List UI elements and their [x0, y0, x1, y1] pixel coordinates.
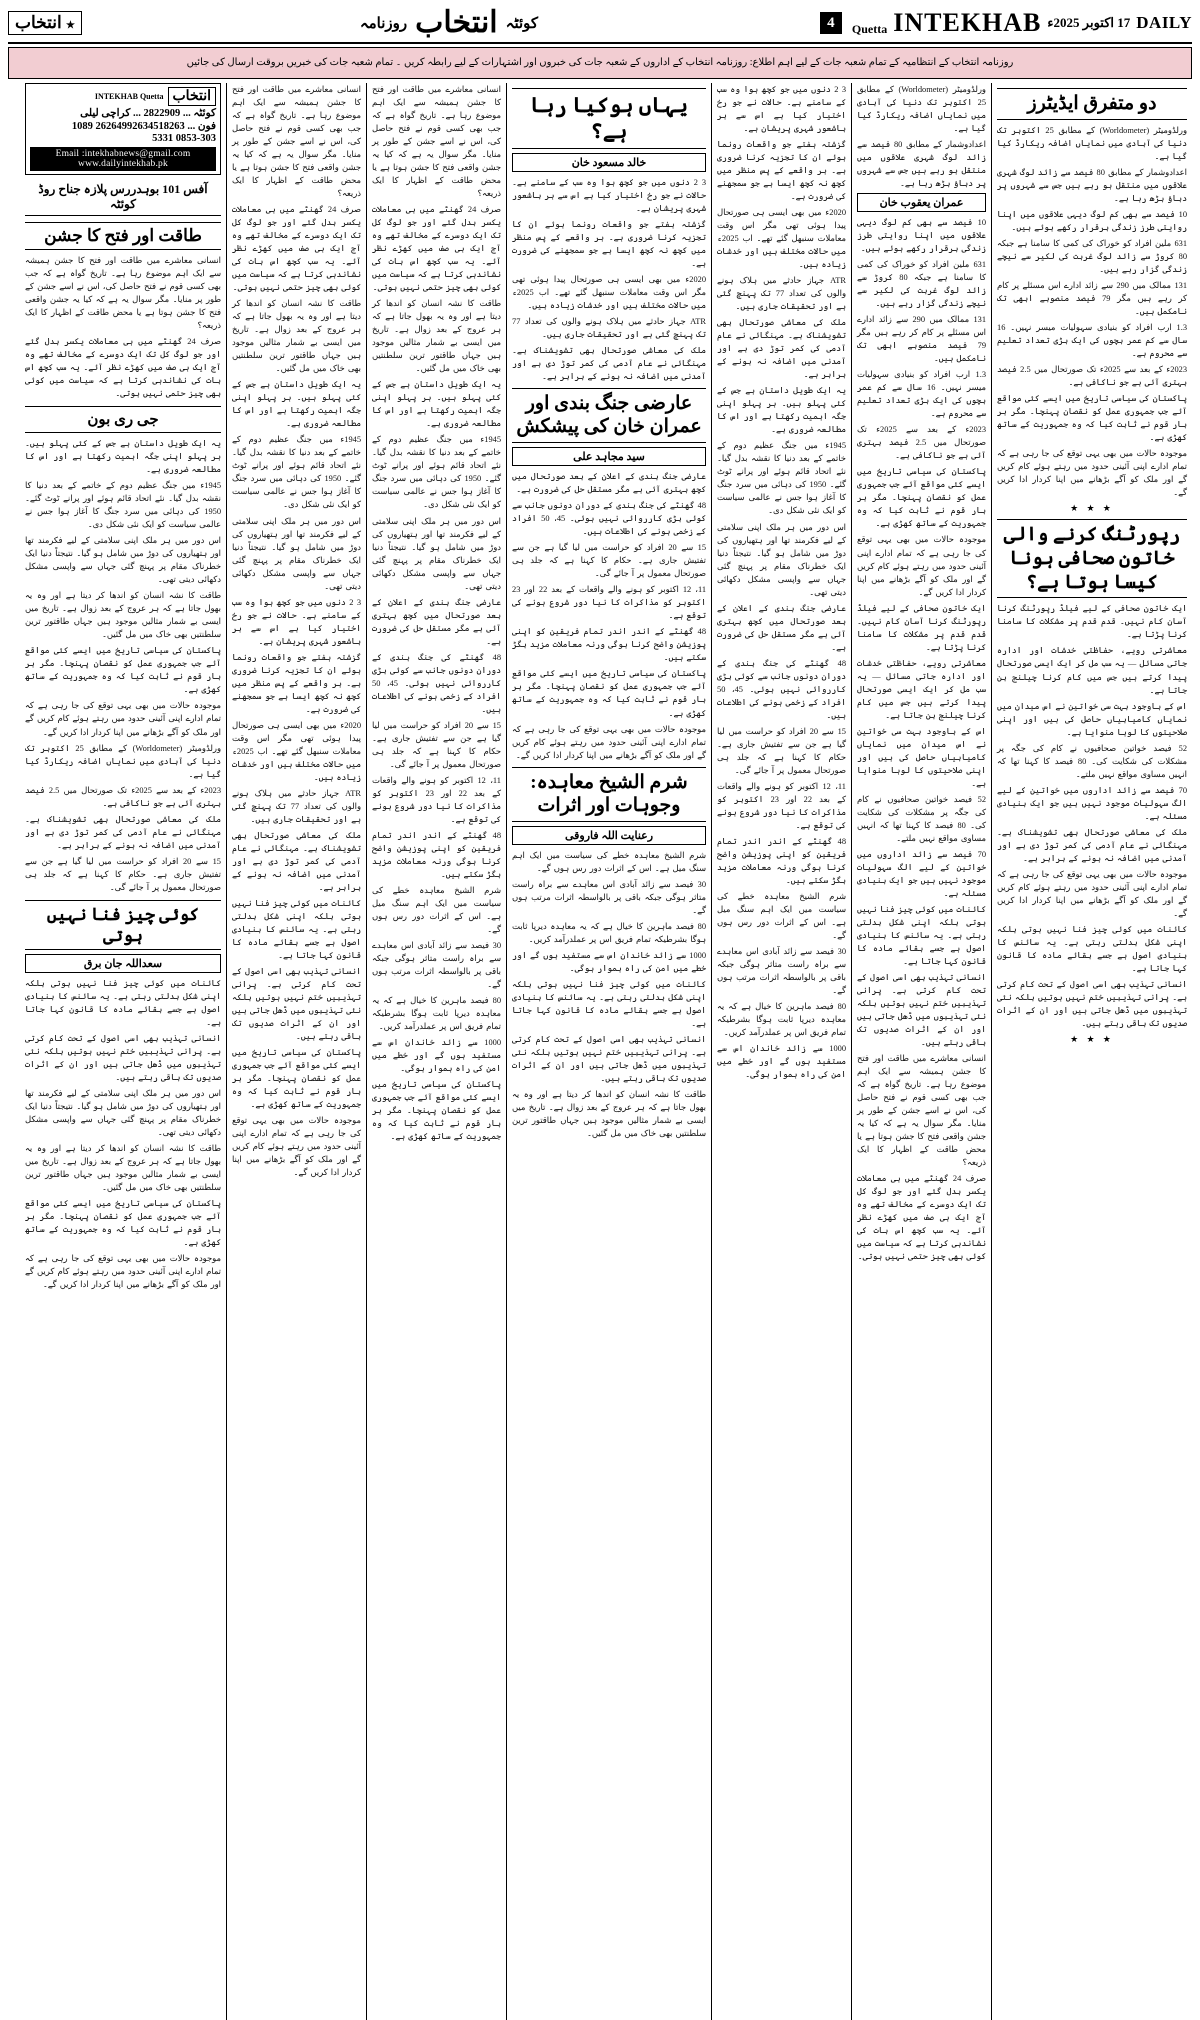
paragraph: 80 فیصد ماہرین کا خیال ہے کہ یہ معاہدہ دیرپا ثابت ہوگا بشرطیکہ تمام فریق اس پر عملدرآمد کریں۔ [372, 996, 501, 1032]
paragraph: 11، 12 اکتوبر کو ہونے والے واقعات کے بعد 22 اور 23 اکتوبر کو مذاکرات کا نیا دور شروع ہونے کی توقع ہے۔ [512, 585, 707, 621]
paragraph: ملک کی معاشی صورتحال بھی تشویشناک ہے۔ مہنگائی نے عام آدمی کی کمر توڑ دی ہے اور آمدنی میں اضافہ نہ ہونے کے برابر ہے۔ [25, 814, 221, 850]
headline-jee-ri-bon: جی ری بون [25, 406, 221, 433]
article-body-reporting-khatoon [997, 602, 1187, 1029]
paragraph: 3 2 دنوں میں جو کچھ ہوا وہ سب کے سامنے ہے۔ حالات نے جو رخ اختیار کیا ہے اس سے ہر باشعور شہری پریشان ہے۔ [717, 85, 846, 134]
column-1 [20, 83, 227, 2020]
paragraph: 2023ء کے بعد سے 2025ء تک صورتحال میں 2.5 فیصد بہتری آئی ہے جو ناکافی ہے۔ [857, 425, 987, 461]
column-2-text [232, 83, 361, 1179]
paragraph: ملک کی معاشی صورتحال بھی تشویشناک ہے۔ مہنگائی نے عام آدمی کی کمر توڑ دی ہے اور آمدنی میں اضافہ نہ ہونے کے برابر ہے۔ [512, 345, 706, 381]
english-title: INTEKHAB [893, 8, 1042, 37]
byline-rehmatullah-farooqi: رعنایت اللہ فاروقی [512, 826, 706, 845]
paragraph: انسانی معاشرے میں طاقت اور فتح کا جشن ہمیشہ سے ایک اہم موضوع رہا ہے۔ تاریخ گواہ ہے کہ جب بھی کسی قوم نے فتح حاصل کی، اس نے اسے جشن کے طور پر منایا۔ مگر سوال یہ ہے کہ کیا یہ جشن واقعی فتح کا جشن ہوتا ہے یا محض طاقت کے اظہار کا ایک ذریعہ؟ [25, 256, 221, 331]
paragraph: اعدادوشمار کے مطابق 80 فیصد سے زائد لوگ شہری علاقوں میں منتقل ہو رہے ہیں جس سے شہروں پر دباؤ بڑھ رہا ہے۔ [997, 167, 1187, 203]
paragraph: موجودہ حالات میں بھی یہی توقع کی جا رہی ہے کہ تمام ادارے اپنی آئینی حدود میں رہتے ہوئے کام کریں گے اور ملک کو آگے بڑھانے میں اپنا کردار ادا کریں گے۔ [232, 1116, 361, 1178]
paragraph: موجودہ حالات میں بھی یہی توقع کی جا رہی ہے کہ تمام ادارے اپنی آئینی حدود میں رہتے ہوئے کام کریں گے اور ملک کو آگے بڑھانے میں اپنا کردار ادا کریں گے۔ [997, 869, 1187, 918]
paragraph: اعدادوشمار کے مطابق 80 فیصد سے زائد لوگ شہری علاقوں میں منتقل ہو رہے ہیں جس سے شہروں پر دباؤ بڑھ رہا ہے۔ [857, 140, 986, 189]
paragraph: 2023ء کے بعد سے 2025ء تک صورتحال میں 2.5 فیصد بہتری آئی ہے جو ناکافی ہے۔ [997, 365, 1187, 388]
headline-arzi-jang-bandi: عارضی جنگ بندی اور عمران خان کی پیشکش [512, 388, 706, 444]
paragraph: ورلڈومیٹر (Worldometer) کے مطابق 25 اکتوبر تک دنیا کی آبادی میں نمایاں اضافہ ریکارڈ کیا گیا ہے۔ [997, 125, 1187, 161]
masthead-center [82, 6, 816, 40]
paragraph: ملک کی معاشی صورتحال بھی تشویشناک ہے۔ مہنگائی نے عام آدمی کی کمر توڑ دی ہے اور آمدنی میں اضافہ نہ ہونے کے برابر ہے۔ [997, 827, 1187, 863]
paragraph: اس دور میں ہر ملک اپنی سلامتی کے لیے فکرمند تھا اور ہتھیاروں کی دوڑ میں شامل ہو گیا۔ نتیجتاً دنیا ایک خطرناک مقام پر پہنچ گئی جہاں سے واپسی مشکل دکھائی دیتی تھی۔ [372, 516, 501, 591]
paragraph: صرف 24 گھنٹے میں ہی معاملات یکسر بدل گئے اور جو لوگ کل تک ایک دوسرے کے مخالف تھے وہ آج ایک ہی صف میں کھڑے نظر آئے۔ یہ سب کچھ اس بات کی نشاندہی کرتا ہے کہ سیاست میں کوئی بھی چیز حتمی نہیں ہوتی۔ [857, 1174, 987, 1262]
daily-label: DAILY [1136, 13, 1192, 32]
article-body-yahan-ho-kya-raha [512, 176, 706, 383]
paragraph: گزشتہ ہفتے جو واقعات رونما ہوئے ان کا تجزیہ کرنا ضروری ہے۔ ہر واقعے کے پس منظر میں کچھ نہ کچھ ایسا ہے جو سمجھنے کی ضرورت ہے۔ [232, 652, 361, 714]
paragraph: 30 فیصد سے زائد آبادی اس معاہدے سے براہ راست متاثر ہوگی جبکہ باقی پر بالواسطہ اثرات مرتب ہوں گے۔ [717, 946, 846, 996]
paragraph: یہ ایک طویل داستان ہے جس کے کئی پہلو ہیں۔ ہر پہلو اپنی جگہ اہمیت رکھتا ہے اور اس کا مطالعہ ضروری ہے۔ [717, 386, 846, 435]
paragraph: 1945ء میں جنگ عظیم دوم کے خاتمے کے بعد دنیا کا نقشہ بدل گیا۔ نئے اتحاد قائم ہوئے اور پرانے ٹوٹ گئے۔ 1950 کی دہائی میں سرد جنگ کا آغاز ہوا جس نے عالمی سیاست کو ایک نئی شکل دی۔ [232, 435, 361, 510]
paragraph: اس دور میں ہر ملک اپنی سلامتی کے لیے فکرمند تھا اور ہتھیاروں کی دوڑ میں شامل ہو گیا۔ نتیجتاً دنیا ایک خطرناک مقام پر پہنچ گئی جہاں سے واپسی مشکل دکھائی دیتی تھی۔ [232, 516, 361, 591]
headline-reporting-khatoon: رپورٹنگ کرنے والی خاتون صحافی ہونا کیسا ہوتا ہے؟ [997, 519, 1187, 598]
paragraph: 11، 12 اکتوبر کو ہونے والے واقعات کے بعد 22 اور 23 اکتوبر کو مذاکرات کا نیا دور شروع ہونے کی توقع ہے۔ [372, 775, 501, 824]
paragraph: 52 فیصد خواتین صحافیوں نے کام کی جگہ پر مشکلات کی شکایت کی۔ 80 فیصد کا کہنا تھا کہ انہیں مساوی مواقع نہیں ملتے۔ [997, 743, 1187, 779]
paragraph: 30 فیصد سے زائد آبادی اس معاہدے سے براہ راست متاثر ہوگی جبکہ باقی پر بالواسطہ اثرات مرتب ہوں گے۔ [372, 940, 501, 990]
masthead [8, 6, 1192, 44]
paragraph: 1945ء میں جنگ عظیم دوم کے خاتمے کے بعد دنیا کا نقشہ بدل گیا۔ نئے اتحاد قائم ہوئے اور پرانے ٹوٹ گئے۔ 1950 کی دہائی میں سرد جنگ کا آغاز ہوا جس نے عالمی سیاست کو ایک نئی شکل دی۔ [25, 481, 221, 530]
column-3 [367, 83, 507, 2020]
paragraph: طاقت کا نشہ انسان کو اندھا کر دیتا ہے اور وہ یہ بھول جاتا ہے کہ ہر عروج کے بعد زوال ہے۔ تاریخ میں ایسی بے شمار مثالیں موجود ہیں جہاں طاقتور ترین سلطنتیں بھی خاک میں مل گئیں۔ [25, 591, 221, 640]
paragraph: 1.3 ارب افراد کو بنیادی سہولیات میسر نہیں۔ 16 سال سے کم عمر بچوں کی ایک بڑی تعداد تعلیم سے محروم ہے۔ [857, 370, 986, 419]
star-icon: ★ [66, 20, 75, 31]
paragraph: طاقت کا نشہ انسان کو اندھا کر دیتا ہے اور وہ یہ بھول جاتا ہے کہ ہر عروج کے بعد زوال ہے۔ تاریخ میں ایسی بے شمار مثالیں موجود ہیں جہاں طاقتور ترین سلطنتیں بھی خاک میں مل گئیں۔ [372, 299, 501, 374]
paragraph: 48 گھنٹے کی جنگ بندی کے دوران دونوں جانب سے کوئی بڑی کارروائی نہیں ہوئی۔ 45، 50 افراد کے زخمی ہونے کی اطلاعات ہیں۔ [512, 501, 706, 537]
paragraph: پاکستان کی سیاسی تاریخ میں ایسے کئی مواقع آئے جب جمہوری عمل کو نقصان پہنچا۔ مگر ہر بار قوم نے ثابت کیا کہ وہ جمہوریت کے ساتھ کھڑی ہے۔ [997, 394, 1187, 443]
paragraph: شرم الشیخ معاہدہ خطے کی سیاست میں ایک اہم سنگ میل ہے۔ اس کے اثرات دور رس ہوں گے۔ [717, 891, 846, 940]
column-6 [852, 83, 992, 2020]
section-end-stars: ★ ★ ★ [1070, 1033, 1114, 1044]
paragraph: ایک خاتون صحافی کے لیے فیلڈ رپورٹنگ کرنا آسان کام نہیں۔ قدم قدم پر مشکلات کا سامنا کرنا پڑتا ہے۔ [997, 604, 1187, 640]
paragraph: طاقت کا نشہ انسان کو اندھا کر دیتا ہے اور وہ یہ بھول جاتا ہے کہ ہر عروج کے بعد زوال ہے۔ تاریخ میں ایسی بے شمار مثالیں موجود ہیں جہاں طاقتور ترین سلطنتیں بھی خاک میں مل گئیں۔ [232, 299, 361, 374]
paragraph: ملک کی معاشی صورتحال بھی تشویشناک ہے۔ مہنگائی نے عام آدمی کی کمر توڑ دی ہے اور آمدنی میں اضافہ نہ ہونے کے برابر ہے۔ [232, 830, 361, 892]
paragraph: موجودہ حالات میں بھی یہی توقع کی جا رہی ہے کہ تمام ادارے اپنی آئینی حدود میں رہتے ہوئے کام کریں گے اور ملک کو آگے بڑھانے میں اپنا کردار ادا کریں گے۔ [25, 1254, 221, 1290]
paragraph: موجودہ حالات میں بھی یہی توقع کی جا رہی ہے کہ تمام ادارے اپنی آئینی حدود میں رہتے ہوئے کام کریں گے اور ملک کو آگے بڑھانے میں اپنا کردار ادا کریں گے۔ [512, 724, 706, 760]
paragraph: 1945ء میں جنگ عظیم دوم کے خاتمے کے بعد دنیا کا نقشہ بدل گیا۔ نئے اتحاد قائم ہوئے اور پرانے ٹوٹ گئے۔ 1950 کی دہائی میں سرد جنگ کا آغاز ہوا جس نے عالمی سیاست کو ایک نئی شکل دی۔ [717, 441, 846, 516]
masthead-left [816, 6, 1192, 40]
paragraph: طاقت کا نشہ انسان کو اندھا کر دیتا ہے اور وہ یہ بھول جاتا ہے کہ ہر عروج کے بعد زوال ہے۔ تاریخ میں ایسی بے شمار مثالیں موجود ہیں جہاں طاقتور ترین سلطنتیں بھی خاک میں مل گئیں۔ [512, 1090, 706, 1139]
paragraph: عارضی جنگ بندی کے اعلان کے بعد صورتحال میں کچھ بہتری آئی ہے مگر مستقل حل کی ضرورت ہے۔ [372, 597, 501, 646]
paragraph: یہ ایک طویل داستان ہے جس کے کئی پہلو ہیں۔ ہر پہلو اپنی جگہ اہمیت رکھتا ہے اور اس کا مطالعہ ضروری ہے۔ [232, 380, 361, 429]
paragraph: کائنات میں کوئی چیز فنا نہیں ہوتی بلکہ اپنی شکل بدلتی رہتی ہے۔ یہ سائنس کا بنیادی اصول ہے جسے بقائے مادہ کا قانون کہا جاتا ہے۔ [25, 978, 221, 1027]
byline-imran-yaqoob: عمران یعقوب خان [857, 193, 986, 212]
paragraph: طاقت کا نشہ انسان کو اندھا کر دیتا ہے اور وہ یہ بھول جاتا ہے کہ ہر عروج کے بعد زوال ہے۔ تاریخ میں ایسی بے شمار مثالیں موجود ہیں جہاں طاقتور ترین سلطنتیں بھی خاک میں مل گئیں۔ [25, 1143, 221, 1192]
paragraph: انسانی تہذیب بھی اسی اصول کے تحت کام کرتی ہے۔ پرانی تہذیبیں ختم نہیں ہوتیں بلکہ نئی تہذیبوں میں ڈھل جاتی ہیں اور ان کے اثرات صدیوں تک باقی رہتے ہیں۔ [512, 1035, 706, 1084]
column-4 [507, 83, 712, 2020]
contact-line-1: کوئٹہ ... 2822909 ... کراچی لیلی [80, 108, 216, 119]
paragraph: انسانی معاشرے میں طاقت اور فتح کا جشن ہمیشہ سے ایک اہم موضوع رہا ہے۔ تاریخ گواہ ہے کہ جب بھی کسی قوم نے فتح حاصل کی، اس نے اسے جشن کے طور پر منایا۔ مگر سوال یہ ہے کہ کیا یہ جشن واقعی فتح کا جشن ہوتا ہے یا محض طاقت کے اظہار کا ایک ذریعہ؟ [857, 1054, 986, 1168]
paragraph: 3 2 دنوں میں جو کچھ ہوا وہ سب کے سامنے ہے۔ حالات نے جو رخ اختیار کیا ہے اس سے ہر باشعور شہری پریشان ہے۔ [512, 177, 706, 213]
paragraph: صرف 24 گھنٹے میں ہی معاملات یکسر بدل گئے اور جو لوگ کل تک ایک دوسرے کے مخالف تھے وہ آج ایک ہی صف میں کھڑے نظر آئے۔ یہ سب کچھ اس بات کی نشاندہی کرتا ہے کہ سیاست میں کوئی بھی چیز حتمی نہیں ہوتی۔ [232, 205, 362, 293]
paragraph: پاکستان کی سیاسی تاریخ میں ایسے کئی مواقع آئے جب جمہوری عمل کو نقصان پہنچا۔ مگر ہر بار قوم نے ثابت کیا کہ وہ جمہوریت کے ساتھ کھڑی ہے۔ [25, 646, 221, 695]
headline-koi-cheez-fana: کوئی چیز فنا نہیں ہوتی [25, 900, 221, 950]
page-number: 4 [820, 12, 842, 34]
office-address: آفس 101 بوہدررس پلازہ جناح روڈ کوئٹہ [25, 179, 221, 216]
paragraph: اس دور میں ہر ملک اپنی سلامتی کے لیے فکرمند تھا اور ہتھیاروں کی دوڑ میں شامل ہو گیا۔ نتیجتاً دنیا ایک خطرناک مقام پر پہنچ گئی جہاں سے واپسی مشکل دکھائی دیتی تھی۔ [25, 536, 221, 585]
paragraph: معاشرتی رویے، حفاظتی خدشات اور ادارہ جاتی مسائل — یہ سب مل کر ایک ایسی صورتحال پیدا کرتے ہیں جس میں کام کرنا چیلنج بن جاتا ہے۔ [997, 646, 1187, 695]
paragraph: پاکستان کی سیاسی تاریخ میں ایسے کئی مواقع آئے جب جمہوری عمل کو نقصان پہنچا۔ مگر ہر بار قوم نے ثابت کیا کہ وہ جمہوریت کے ساتھ کھڑی ہے۔ [372, 1080, 501, 1142]
article-body-koi-cheez-fana [25, 977, 221, 1291]
paragraph: ملک کی معاشی صورتحال بھی تشویشناک ہے۔ مہنگائی نے عام آدمی کی کمر توڑ دی ہے اور آمدنی میں اضافہ نہ ہونے کے برابر ہے۔ [717, 318, 846, 380]
paragraph: 15 سے 20 افراد کو حراست میں لیا گیا ہے جن سے تفتیش جاری ہے۔ حکام کا کہنا ہے کہ جلد ہی صورتحال معمول پر آ جائے گی۔ [512, 543, 706, 579]
paragraph: ورلڈومیٹر (Worldometer) کے مطابق 25 اکتوبر تک دنیا کی آبادی میں نمایاں اضافہ ریکارڈ کیا گیا ہے۔ [857, 85, 986, 134]
contact-line-3: 0853-303 5331 [152, 133, 216, 144]
paragraph: کائنات میں کوئی چیز فنا نہیں ہوتی بلکہ اپنی شکل بدلتی رہتی ہے۔ یہ سائنس کا بنیادی اصول ہے جسے بقائے مادہ کا قانون کہا جاتا ہے۔ [232, 898, 361, 960]
paragraph: معاشرتی رویے، حفاظتی خدشات اور ادارہ جاتی مسائل — یہ سب مل کر ایک ایسی صورتحال پیدا کرتے ہیں جس میں کام کرنا چیلنج بن جاتا ہے۔ [857, 658, 986, 720]
article-body-taqat-fatah [25, 254, 221, 400]
paragraph: یہ ایک طویل داستان ہے جس کے کئی پہلو ہیں۔ ہر پہلو اپنی جگہ اہمیت رکھتا ہے اور اس کا مطالعہ ضروری ہے۔ [372, 380, 501, 429]
paragraph: ATR جہاز حادثے میں ہلاک ہونے والوں کی تعداد 77 تک پہنچ گئی ہے اور تحقیقات جاری ہیں۔ [232, 788, 361, 824]
masthead-right [8, 6, 82, 40]
paragraph: موجودہ حالات میں بھی یہی توقع کی جا رہی ہے کہ تمام ادارے اپنی آئینی حدود میں رہتے ہوئے کام کریں گے اور ملک کو آگے بڑھانے میں اپنا کردار ادا کریں گے۔ [997, 449, 1187, 498]
paragraph: 2020ء میں بھی ایسی ہی صورتحال پیدا ہوئی تھی مگر اس وقت معاملات سنبھل گئے تھے۔ اب 2025ء میں حالات مختلف ہیں اور خدشات زیادہ ہیں۔ [232, 720, 361, 782]
urdu-title: انتخاب [415, 6, 498, 39]
article-body-do-mutafarriq [997, 124, 1187, 499]
paragraph: اس کے باوجود بہت سی خواتین نے اس میدان میں نمایاں کامیابیاں حاصل کی ہیں اور اپنی صلاحیتوں کا لوہا منوایا ہے۔ [997, 701, 1187, 737]
paragraph: 48 گھنٹے کی جنگ بندی کے دوران دونوں جانب سے کوئی بڑی کارروائی نہیں ہوئی۔ 45، 50 افراد کے زخمی ہونے کی اطلاعات ہیں۔ [372, 652, 501, 714]
english-city: Quetta [851, 22, 888, 36]
paragraph: 48 گھنٹے کی جنگ بندی کے دوران دونوں جانب سے کوئی بڑی کارروائی نہیں ہوئی۔ 45، 50 افراد کے زخمی ہونے کی اطلاعات ہیں۔ [717, 658, 846, 720]
newspaper-logo [8, 11, 82, 35]
paragraph: موجودہ حالات میں بھی یہی توقع کی جا رہی ہے کہ تمام ادارے اپنی آئینی حدود میں رہتے ہوئے کام کریں گے اور ملک کو آگے بڑھانے میں اپنا کردار ادا کریں گے۔ [857, 535, 986, 597]
byline-syed-mujahid-ali: سید مجاہد علی [512, 447, 706, 466]
paragraph: صرف 24 گھنٹے میں ہی معاملات یکسر بدل گئے اور جو لوگ کل تک ایک دوسرے کے مخالف تھے وہ آج ایک ہی صف میں کھڑے نظر آئے۔ یہ سب کچھ اس بات کی نشاندہی کرتا ہے کہ سیاست میں کوئی بھی چیز حتمی نہیں ہوتی۔ [372, 205, 502, 293]
column-2 [227, 83, 367, 2020]
email-bar[interactable]: Email :intekhabnews@gmail.com www.dailyintekhab.pk [30, 147, 216, 171]
contact-logo [30, 87, 216, 106]
byline-saadullah-jan-barq: سعداللہ جان برق [25, 954, 221, 973]
column-3-text [372, 83, 501, 1143]
headline-do-mutafarriq: دو متفرق ایڈیٹرز [997, 88, 1187, 120]
paragraph: 15 سے 20 افراد کو حراست میں لیا گیا ہے جن سے تفتیش جاری ہے۔ حکام کا کہنا ہے کہ جلد ہی صورتحال معمول پر آ جائے گی۔ [372, 720, 501, 769]
paragraph: 80 فیصد ماہرین کا خیال ہے کہ یہ معاہدہ دیرپا ثابت ہوگا بشرطیکہ تمام فریق اس پر عملدرآمد کریں۔ [512, 922, 706, 945]
urdu-daily-label: روزنامہ [359, 15, 408, 32]
paragraph: صرف 24 گھنٹے میں ہی معاملات یکسر بدل گئے اور جو لوگ کل تک ایک دوسرے کے مخالف تھے وہ آج ایک ہی صف میں کھڑے نظر آئے۔ یہ سب کچھ اس بات کی نشاندہی کرتا ہے کہ سیاست میں کوئی بھی چیز حتمی نہیں ہوتی۔ [25, 337, 221, 399]
paragraph: 131 ممالک میں 290 سے زائد ادارے اس مسئلے پر کام کر رہے ہیں مگر 79 فیصد منصوبے ابھی تک نامکمل ہیں۔ [857, 315, 986, 364]
paragraph: پاکستان کی سیاسی تاریخ میں ایسے کئی مواقع آئے جب جمہوری عمل کو نقصان پہنچا۔ مگر ہر بار قوم نے ثابت کیا کہ وہ جمہوریت کے ساتھ کھڑی ہے۔ [512, 669, 706, 718]
paragraph: 10 فیصد سے بھی کم لوگ دیہی علاقوں میں اپنا روایتی طرز زندگی برقرار رکھے ہوئے ہیں۔ [857, 218, 986, 254]
notice-banner [8, 47, 1192, 79]
paragraph: یہ ایک طویل داستان ہے جس کے کئی پہلو ہیں۔ ہر پہلو اپنی جگہ اہمیت رکھتا ہے اور اس کا مطالعہ ضروری ہے۔ [25, 439, 221, 475]
paragraph: 11، 12 اکتوبر کو ہونے والے واقعات کے بعد 22 اور 23 اکتوبر کو مذاکرات کا نیا دور شروع ہونے کی توقع ہے۔ [717, 781, 846, 830]
paragraph: 80 فیصد ماہرین کا خیال ہے کہ یہ معاہدہ دیرپا ثابت ہوگا بشرطیکہ تمام فریق اس پر عملدرآمد کریں۔ [717, 1002, 846, 1038]
columns-grid [8, 83, 1192, 2020]
paragraph: 1945ء میں جنگ عظیم دوم کے خاتمے کے بعد دنیا کا نقشہ بدل گیا۔ نئے اتحاد قائم ہوئے اور پرانے ٹوٹ گئے۔ 1950 کی دہائی میں سرد جنگ کا آغاز ہوا جس نے عالمی سیاست کو ایک نئی شکل دی۔ [372, 435, 501, 510]
paragraph: پاکستان کی سیاسی تاریخ میں ایسے کئی مواقع آئے جب جمہوری عمل کو نقصان پہنچا۔ مگر ہر بار قوم نے ثابت کیا کہ وہ جمہوریت کے ساتھ کھڑی ہے۔ [25, 1198, 221, 1247]
paragraph: کائنات میں کوئی چیز فنا نہیں ہوتی بلکہ اپنی شکل بدلتی رہتی ہے۔ یہ سائنس کا بنیادی اصول ہے جسے بقائے مادہ کا قانون کہا جاتا ہے۔ [857, 904, 986, 966]
logo-text: انتخاب [15, 13, 62, 32]
paragraph: 48 گھنٹے کے اندر اندر تمام فریقین کو اپنی پوزیشن واضح کرنا ہوگی ورنہ معاملات مزید بگڑ سکتے ہیں۔ [512, 627, 706, 663]
paragraph: موجودہ حالات میں بھی یہی توقع کی جا رہی ہے کہ تمام ادارے اپنی آئینی حدود میں رہتے ہوئے کام کریں گے اور ملک کو آگے بڑھانے میں اپنا کردار ادا کریں گے۔ [25, 701, 221, 737]
article-body-jee-ri-bon [25, 437, 221, 894]
paragraph: پاکستان کی سیاسی تاریخ میں ایسے کئی مواقع آئے جب جمہوری عمل کو نقصان پہنچا۔ مگر ہر بار قوم نے ثابت کیا کہ وہ جمہوریت کے ساتھ کھڑی ہے۔ [857, 467, 986, 529]
paragraph: عارضی جنگ بندی کے اعلان کے بعد صورتحال میں کچھ بہتری آئی ہے مگر مستقل حل کی ضرورت ہے۔ [512, 472, 706, 495]
urdu-city: کوئٹہ [505, 15, 539, 32]
paragraph: انسانی معاشرے میں طاقت اور فتح کا جشن ہمیشہ سے ایک اہم موضوع رہا ہے۔ تاریخ گواہ ہے کہ جب بھی کسی قوم نے فتح حاصل کی، اس نے اسے جشن کے طور پر منایا۔ مگر سوال یہ ہے کہ کیا یہ جشن واقعی فتح کا جشن ہوتا ہے یا محض طاقت کے اظہار کا ایک ذریعہ؟ [372, 85, 501, 199]
paragraph: 2023ء کے بعد سے 2025ء تک صورتحال میں 2.5 فیصد بہتری آئی ہے جو ناکافی ہے۔ [25, 785, 221, 808]
paragraph: 70 فیصد سے زائد اداروں میں خواتین کے لیے الگ سہولیات موجود نہیں ہیں جو ایک بنیادی مسئلہ ہے۔ [857, 849, 986, 898]
paragraph: 1000 سے زائد خاندان اس سے مستفید ہوں گے اور خطے میں امن کی راہ ہموار ہوگی۔ [372, 1038, 501, 1074]
issue-date: 17 اکتوبر 2025ء [1047, 15, 1131, 30]
notice-banner-text: روزنامہ انتخاب کے انتظامیہ کے تمام شعبہ جات کے لیے اہم اطلاع: روزنامہ انتخاب کے اداروں کے شعبہ جات کی خبروں اور اشتہارات کے لیے رابطہ کریں ۔ تمام شعبہ جات کی خبریں بروقت ارسال کی جائیں [186, 56, 1014, 68]
paragraph: گزشتہ ہفتے جو واقعات رونما ہوئے ان کا تجزیہ کرنا ضروری ہے۔ ہر واقعے کے پس منظر میں کچھ نہ کچھ ایسا ہے جو سمجھنے کی ضرورت ہے۔ [512, 219, 706, 268]
paragraph: 15 سے 20 افراد کو حراست میں لیا گیا ہے جن سے تفتیش جاری ہے۔ حکام کا کہنا ہے کہ جلد ہی صورتحال معمول پر آ جائے گی۔ [717, 726, 846, 775]
paragraph: 1000 سے زائد خاندان اس سے مستفید ہوں گے اور خطے میں امن کی راہ ہموار ہوگی۔ [717, 1044, 846, 1080]
paragraph: اس دور میں ہر ملک اپنی سلامتی کے لیے فکرمند تھا اور ہتھیاروں کی دوڑ میں شامل ہو گیا۔ نتیجتاً دنیا ایک خطرناک مقام پر پہنچ گئی جہاں سے واپسی مشکل دکھائی دیتی تھی۔ [25, 1088, 221, 1137]
paragraph: پاکستان کی سیاسی تاریخ میں ایسے کئی مواقع آئے جب جمہوری عمل کو نقصان پہنچا۔ مگر ہر بار قوم نے ثابت کیا کہ وہ جمہوریت کے ساتھ کھڑی ہے۔ [232, 1048, 361, 1110]
contact-logo-sub: INTEKHAB Quetta [94, 92, 164, 101]
contact-logo-text: انتخاب [168, 87, 217, 106]
headline-yahan-ho-kya-raha: یہاں ہوکیا رہا ہے؟ [512, 88, 706, 149]
contact-line-2: فون ... 26264992634518263 1089 [71, 121, 216, 132]
paragraph: کائنات میں کوئی چیز فنا نہیں ہوتی بلکہ اپنی شکل بدلتی رہتی ہے۔ یہ سائنس کا بنیادی اصول ہے جسے بقائے مادہ کا قانون کہا جاتا ہے۔ [997, 924, 1187, 973]
paragraph: اس دور میں ہر ملک اپنی سلامتی کے لیے فکرمند تھا اور ہتھیاروں کی دوڑ میں شامل ہو گیا۔ نتیجتاً دنیا ایک خطرناک مقام پر پہنچ گئی جہاں سے واپسی مشکل دکھائی دیتی تھی۔ [717, 522, 846, 597]
paragraph: 48 گھنٹے کے اندر اندر تمام فریقین کو اپنی پوزیشن واضح کرنا ہوگی ورنہ معاملات مزید بگڑ سکتے ہیں۔ [372, 830, 501, 879]
paragraph: انسانی تہذیب بھی اسی اصول کے تحت کام کرتی ہے۔ پرانی تہذیبیں ختم نہیں ہوتیں بلکہ نئی تہذیبوں میں ڈھل جاتی ہیں اور ان کے اثرات صدیوں تک باقی رہتے ہیں۔ [997, 979, 1187, 1028]
byline-khalid-masood-khan: خالد مسعود خان [512, 153, 706, 172]
paragraph: کائنات میں کوئی چیز فنا نہیں ہوتی بلکہ اپنی شکل بدلتی رہتی ہے۔ یہ سائنس کا بنیادی اصول ہے جسے بقائے مادہ کا قانون کہا جاتا ہے۔ [512, 980, 706, 1029]
paragraph: 131 ممالک میں 290 سے زائد ادارے اس مسئلے پر کام کر رہے ہیں مگر 79 فیصد منصوبے ابھی تک نامکمل ہیں۔ [997, 280, 1187, 316]
paragraph: ورلڈومیٹر (Worldometer) کے مطابق 25 اکتوبر تک دنیا کی آبادی میں نمایاں اضافہ ریکارڈ کیا گیا ہے۔ [25, 743, 221, 779]
paragraph: شرم الشیخ معاہدہ خطے کی سیاست میں ایک اہم سنگ میل ہے۔ اس کے اثرات دور رس ہوں گے۔ [372, 885, 501, 934]
paragraph: 1000 سے زائد خاندان اس سے مستفید ہوں گے اور خطے میں امن کی راہ ہموار ہوگی۔ [512, 951, 706, 974]
paragraph: ایک خاتون صحافی کے لیے فیلڈ رپورٹنگ کرنا آسان کام نہیں۔ قدم قدم پر مشکلات کا سامنا کرنا پڑتا ہے۔ [857, 603, 986, 652]
paragraph: انسانی معاشرے میں طاقت اور فتح کا جشن ہمیشہ سے ایک اہم موضوع رہا ہے۔ تاریخ گواہ ہے کہ جب بھی کسی قوم نے فتح حاصل کی، اس نے اسے جشن کے طور پر منایا۔ مگر سوال یہ ہے کہ کیا یہ جشن واقعی فتح کا جشن ہوتا ہے یا محض طاقت کے اظہار کا ایک ذریعہ؟ [232, 85, 361, 199]
article-body-sharm-us-shaikh [512, 849, 706, 1140]
paragraph: 2020ء میں بھی ایسی ہی صورتحال پیدا ہوئی تھی مگر اس وقت معاملات سنبھل گئے تھے۔ اب 2025ء میں حالات مختلف ہیں اور خدشات زیادہ ہیں۔ [717, 208, 846, 270]
paragraph: انسانی تہذیب بھی اسی اصول کے تحت کام کرتی ہے۔ پرانی تہذیبیں ختم نہیں ہوتیں بلکہ نئی تہذیبوں میں ڈھل جاتی ہیں اور ان کے اثرات صدیوں تک باقی رہتے ہیں۔ [857, 972, 986, 1048]
paragraph: 70 فیصد سے زائد اداروں میں خواتین کے لیے الگ سہولیات موجود نہیں ہیں جو ایک بنیادی مسئلہ ہے۔ [997, 785, 1187, 821]
paragraph: شرم الشیخ معاہدہ خطے کی سیاست میں ایک اہم سنگ میل ہے۔ اس کے اثرات دور رس ہوں گے۔ [512, 851, 706, 874]
article-body-arzi-jang-bandi [512, 470, 706, 761]
paragraph: ATR جہاز حادثے میں ہلاک ہونے والوں کی تعداد 77 تک پہنچ گئی ہے اور تحقیقات جاری ہیں۔ [717, 276, 846, 312]
paragraph: 15 سے 20 افراد کو حراست میں لیا گیا ہے جن سے تفتیش جاری ہے۔ حکام کا کہنا ہے کہ جلد ہی صورتحال معمول پر آ جائے گی۔ [25, 856, 221, 892]
contact-box [25, 83, 221, 175]
paragraph: 631 ملین افراد کو خوراک کی کمی کا سامنا ہے جبکہ 80 کروڑ سے زائد لوگ غربت کی لکیر سے نیچے زندگی گزار رہے ہیں۔ [857, 260, 986, 309]
paragraph: اس کے باوجود بہت سی خواتین نے اس میدان میں نمایاں کامیابیاں حاصل کی ہیں اور اپنی صلاحیتوں کا لوہا منوایا ہے۔ [857, 726, 986, 788]
paragraph: 48 گھنٹے کے اندر اندر تمام فریقین کو اپنی پوزیشن واضح کرنا ہوگی ورنہ معاملات مزید بگڑ سکتے ہیں۔ [717, 836, 846, 885]
column-5-text [717, 83, 846, 1081]
paragraph: 3 2 دنوں میں جو کچھ ہوا وہ سب کے سامنے ہے۔ حالات نے جو رخ اختیار کیا ہے اس سے ہر باشعور شہری پریشان ہے۔ [232, 597, 361, 646]
paragraph: انسانی تہذیب بھی اسی اصول کے تحت کام کرتی ہے۔ پرانی تہذیبیں ختم نہیں ہوتیں بلکہ نئی تہذیبوں میں ڈھل جاتی ہیں اور ان کے اثرات صدیوں تک باقی رہتے ہیں۔ [232, 967, 361, 1042]
paragraph: 631 ملین افراد کو خوراک کی کمی کا سامنا ہے جبکہ 80 کروڑ سے زائد لوگ غربت کی لکیر سے نیچے زندگی گزار رہے ہیں۔ [997, 238, 1187, 274]
column-5 [712, 83, 852, 2020]
paragraph: 52 فیصد خواتین صحافیوں نے کام کی جگہ پر مشکلات کی شکایت کی۔ 80 فیصد کا کہنا تھا کہ انہیں مساوی مواقع نہیں ملتے۔ [857, 794, 986, 843]
paragraph: 30 فیصد سے زائد آبادی اس معاہدے سے براہ راست متاثر ہوگی جبکہ باقی پر بالواسطہ اثرات مرتب ہوں گے۔ [512, 880, 706, 916]
column-6-text-2 [857, 216, 986, 1263]
headline-taqat-fatah: طاقت اور فتح کا جشن [25, 222, 221, 250]
paragraph: ATR جہاز حادثے میں ہلاک ہونے والوں کی تعداد 77 تک پہنچ گئی ہے اور تحقیقات جاری ہیں۔ [512, 316, 706, 339]
paragraph: عارضی جنگ بندی کے اعلان کے بعد صورتحال میں کچھ بہتری آئی ہے مگر مستقل حل کی ضرورت ہے۔ [717, 603, 846, 652]
paragraph: 2020ء میں بھی ایسی ہی صورتحال پیدا ہوئی تھی مگر اس وقت معاملات سنبھل گئے تھے۔ اب 2025ء میں حالات مختلف ہیں اور خدشات زیادہ ہیں۔ [512, 274, 706, 310]
paragraph: 1.3 ارب افراد کو بنیادی سہولیات میسر نہیں۔ 16 سال سے کم عمر بچوں کی ایک بڑی تعداد تعلیم سے محروم ہے۔ [997, 322, 1187, 358]
section-divider-stars: ★ ★ ★ [1070, 503, 1114, 514]
paragraph: 10 فیصد سے بھی کم لوگ دیہی علاقوں میں اپنا روایتی طرز زندگی برقرار رکھے ہوئے ہیں۔ [997, 209, 1187, 232]
headline-sharm-us-shaikh: شرم الشیخ معاہدہ: وجوہات اور اثرات [512, 767, 706, 823]
paragraph: گزشتہ ہفتے جو واقعات رونما ہوئے ان کا تجزیہ کرنا ضروری ہے۔ ہر واقعے کے پس منظر میں کچھ نہ کچھ ایسا ہے جو سمجھنے کی ضرورت ہے۔ [717, 140, 846, 202]
paragraph: انسانی تہذیب بھی اسی اصول کے تحت کام کرتی ہے۔ پرانی تہذیبیں ختم نہیں ہوتیں بلکہ نئی تہذیبوں میں ڈھل جاتی ہیں اور ان کے اثرات صدیوں تک باقی رہتے ہیں۔ [25, 1033, 221, 1082]
column-7 [992, 83, 1192, 2020]
column-6-text [857, 83, 986, 190]
